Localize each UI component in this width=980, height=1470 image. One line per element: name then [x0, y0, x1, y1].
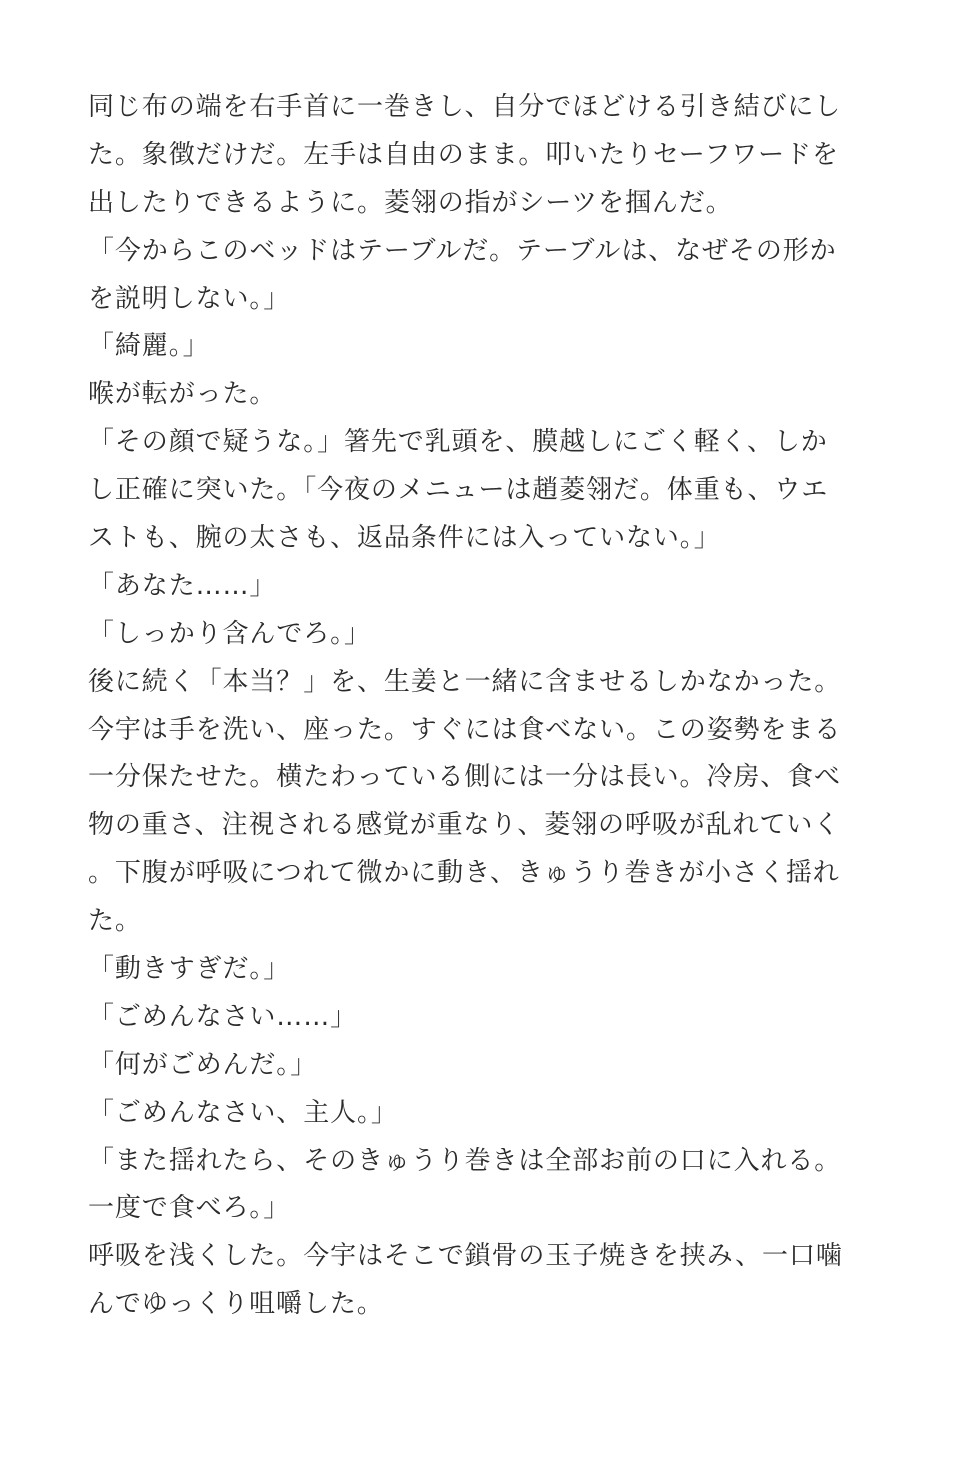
text-line: 「しっかり含んでろ。」 — [88, 618, 371, 649]
text-line: 出したりできるように。菱翎の指がシーツを掴んだ。 — [88, 187, 733, 218]
text-line: 「今からこのベッドはテーブルだ。テーブルは、なぜその形か — [88, 235, 837, 266]
text-line: んでゆっくり咀嚼した。 — [88, 1289, 384, 1320]
text-line: 一度で食べろ。」 — [88, 1193, 291, 1224]
text-line: 物の重さ、注視される感覚が重なり、菱翎の呼吸が乱れていく — [88, 810, 841, 841]
text-line: ストも、腕の太さも、返品条件には入っていない。」 — [88, 523, 721, 554]
text-line: 「また揺れたら、そのきゅうり巻きは全部お前の口に入れる。 — [88, 1145, 842, 1176]
text-line: 「何がごめんだ。」 — [88, 1049, 318, 1080]
text-line: 「あなた……」 — [88, 570, 277, 601]
text-line: 後に続く「本当？」を、生姜と一緒に含ませるしかなかった。 — [88, 666, 842, 697]
text-line: 。下腹が呼吸につれて微かに動き、きゅうり巻きが小さく揺れ — [88, 858, 840, 889]
text-line: 「綺麗。」 — [88, 331, 210, 362]
text-line: 「ごめんなさい、主人。」 — [88, 1097, 398, 1128]
body-text — [88, 84, 888, 1329]
text-line: た。 — [88, 906, 142, 937]
text-line: た。象徴だけだ。左手は自由のまま。叩いたりセーフワードを — [88, 139, 839, 170]
text-line: 呼吸を浅くした。今宇はそこで鎖骨の玉子焼きを挟み、一口噛 — [88, 1241, 843, 1272]
text-line: 今宇は手を洗い、座った。すぐには食べない。この姿勢をまる — [88, 714, 842, 745]
text-line: 同じ布の端を右手首に一巻きし、自分でほどける引き結びにし — [88, 92, 842, 122]
text-line: 喉が転がった。 — [88, 379, 277, 410]
text-line: し正確に突いた。「今夜のメニューは趙菱翎だ。体重も、ウエ — [88, 475, 829, 506]
text-line: 「その顔で疑うな。」箸先で乳頭を、膜越しにごく軽く、しか — [88, 427, 828, 458]
text-line: 「動きすぎだ。」 — [88, 954, 291, 985]
text-line: 一分保たせた。横たわっている側には一分は長い。冷房、食べ — [88, 762, 841, 793]
text-line: を説明しない。」 — [88, 283, 291, 314]
text-line: 「ごめんなさい……」 — [88, 1001, 358, 1032]
